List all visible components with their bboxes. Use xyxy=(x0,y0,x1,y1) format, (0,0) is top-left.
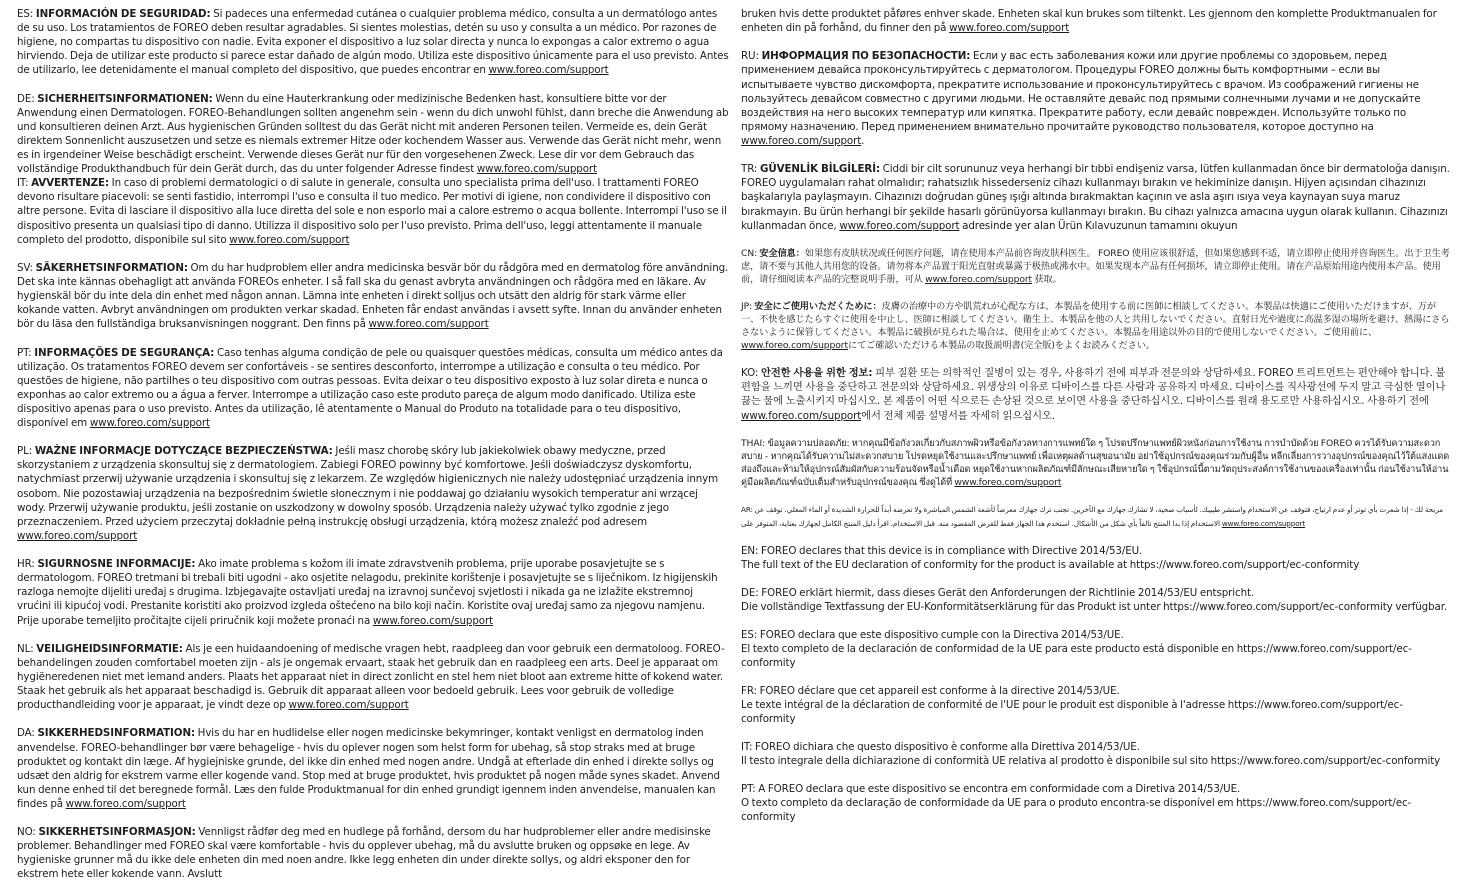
safety-section-pl: PL: WAŻNE INFORMACJE DOTYCZĄCE BEZPIECZEŃSTWA: Jeśli masz chorobę skóry lub jakiekolwiek obawy medyczne, przed skorzystaniem z urządzenia skonsultuj się z dermatologiem. Zabiegi FOREO powinny być komfortowe. Jeśli doświadczysz dyskomfortu, natychmiast przerwij używanie urządzenia i skonsultuj się z lekarzem. Ze względów higienicznych nie należy udostępniać urządzenia innym osobom. Nie pozostawiaj urządzenia na bezpośrednim świetle słonecznym i nie poddawaj go działaniu wysokich temperatur ani wrzącej wody. Przerwij używanie produktu, jeśli zostanie on uszkodzony w dowolny sposób. Urządzenia należy używać tylko zgodnie z jego przeznaczeniem. Przed użyciem przeczytaj dokładnie pełną instrukcję obsługi urządzenia, którą możesz znaleźć pod adresem www.foreo.com/support xyxy=(17,445,719,542)
safety-section-nl: NL: VEILIGHEIDSINFORMATIE: Als je een huidaandoening of medische vragen hebt, raadpleeg dan voor gebruik een dermatoloog. FOREO-behandelingen zouden comfortabel moeten zijn - als je ongemak ervaart, staak het gebruik dan en raadpleeg een arts. Deel je apparaat om hygiëneredenen niet met iemand anders. Plaats het apparaat niet in direct zonlicht en stel hem niet bloot aan extreme hitte of kokend water. Staak het gebruik als het apparaat beschadigd is. Gebruik dit apparaat alleen voor bedoeld gebruik. Lees voor gebruik de volledige producthandleiding voor je apparaat, je vindt deze op www.foreo.com/support xyxy=(17,642,725,712)
safety-section-ru: RU: ИНФОРМАЦИЯ ПО БЕЗОПАСНОСТИ: Если у вас есть заболевания кожи или другие проблемы со здоровьем, перед применением девайса проконсультируйтесь с дерматологом. Процедуры FOREO должны быть комфортными – если вы испытываете чувство дискомфорта, прекратите использование и проконсультируйтесь с врачом. Из соображений гигиены не пользуйтесь девайсом совместно с другими людьми. Не оставляйте девайс под прямыми солнечными лучами и не допускайте воздействия на него высоких температур или кипятка. Прекратите работу, если девайс поврежден. Используйте только по прямому назначению. Перед применением внимательно прочитайте руководство пользователя, которое доступно на www.foreo.com/support. xyxy=(741,50,1421,147)
support-link[interactable]: www.foreo.com/support xyxy=(1221,518,1306,528)
safety-section-da: DA: SIKKERHEDSINFORMATION: Hvis du har en hudlidelse eller nogen medicinske bekymringer, kontakt venligst en dermatolog inden anvendelse. FOREO-behandlinger bør være behagelige - hvis du oplever nogen som helst form for ubehag, så stop straks med at bruge produktet og kontakt din læge. Af hygiejniske grunde, del ikke din enhed med nogen andre. Undgå at efterlade din enhed i direkte sollys og udsæt den aldrig for ekstrem varme eller kogende vand. Stop med at bruge produktet, hvis produktet på nogen måde synes skadet. Anvend kun denne enhed til det beregnede formål. Læs den fulde Produktmanual for din enhed grundigt igennem inden anvendelse, manualen kan findes på www.foreo.com/support xyxy=(17,727,720,810)
safety-section-pt: PT: INFORMAÇÕES DE SEGURANÇA: Caso tenhas alguma condição de pele ou quaisquer questões médicas, consulta um médico antes da utilização. Os tratamentos FOREO devem ser confortáveis - se sentires desconforto, interrompe a utilização e consulta o teu médico. Por questões de higiene, não partilhes o teu dispositivo com outras pessoas. Evita deixar o teu dispositivo exposto à luz solar direta e nunca o exponhas ao calor extremo ou a água a ferver. Interrompe a utilização caso este produto pareça de algum modo danificado. Utiliza este dispositivo apenas para o uso previsto. Antes da utilização, lê atentamente o Manual do Produto na totalidade para o teu dispositivo, disponível em www.foreo.com/support xyxy=(17,346,723,429)
declaration-it: IT: FOREO dichiara che questo dispositivo è conforme alla Direttiva 2014/53/UE. Il testo integrale della dichiarazione di conformità UE relativa al prodotto è disponibile sul sito https://www.foreo.com/support/ec-conformity xyxy=(741,741,1441,768)
support-link[interactable]: www.foreo.com/support xyxy=(368,318,489,331)
declaration-pt: PT: A FOREO declara que este dispositivo se encontra em conformidade com a Diretiva 2014/53/UE. O texto completo da declaração de conformidade da UE para o produto encontra-se disponível em https://www.foreo.com/support/ec-conformity xyxy=(741,783,1412,824)
declaration-en: EN: FOREO declares that this device is in compliance with Directive 2014/53/EU. The full text of the EU declaration of conformity for the product is available at https://www.foreo.com/support/ec-conformity xyxy=(741,545,1360,572)
support-link[interactable]: www.foreo.com/support xyxy=(741,409,862,422)
safety-section-ar: AR: مربحة لك - إذا شعرت بأي توتر أو عدم ارتياح، فتوقف عن الاستخدام واستشر طبيبك. لأسباب صحية، لا تشارك جهازك مع الآخرين. تجنب ترك جهازك معرضاً لأشعة الشمس المباشرة ولا تعرضه أبداً للحرارة الشديدة أو الماء المغلي. توقف عن الاستخدام إذا بدا المنتج تالفاً بأي شكل من الأشكال. استخدم هذا الجهاز فقط للغرض المقصود منه. قبل الاستخدام، اقرأ دليل المنتج الكامل لجهازك بعناية، المتوفر على www.foreo.com/support xyxy=(741,505,1444,528)
safety-section-sv: SV: SÄKERHETSINFORMATION: Om du har hudproblem eller andra medicinska besvär bör du rådgöra med en dermatolog före användning. Det ska inte kännas obehagligt att använda FOREOs enheter. I så fall ska du genast avbryta användningen och rådgöra med en läkare. Av hygienskäl bör du inte dela din enhet med någon annan. Lämna inte enheten i direkt solljus och utsätt den aldrig för stark värme eller kokande vatten. Avbryt användningen om produkten verkar skadad. Enheten får endast användas i avsett syfte. Innan du använder enheten bör du läsa den fullständiga bruksanvisningen noggrant. Den finns på www.foreo.com/support xyxy=(17,261,729,331)
support-link[interactable]: www.foreo.com/support xyxy=(949,22,1070,35)
safety-section-no-continued: bruken hvis dette produktet påføres enhver skade. Enheten skal kun brukes som tiltenkt. Les gjennom den komplette Produktmanualen for enheten din på forhånd, du finner den på www.foreo.com/support xyxy=(741,8,1437,35)
safety-section-ko: KO: 안전한 사용을 위한 정보: 피부 질환 또는 의학적인 질병이 있는 경우, 사용하기 전에 피부과 전문의와 상담하세요. FOREO 트리트먼트는 편안해야 합니다. 불편함을 느끼면 사용을 중단하고 전문의와 상담하세요. 위생상의 이유로 디바이스를 다른 사람과 공유하지 마세요. 디바이스를 직사광선에 두지 말고 극심한 열이나 끓는 물에 노출시키지 마십시오. 본 제품이 어떤 식으로든 손상된 것으로 보이면 사용을 중단하십시오. 디바이스를 원래 용도로만 사용하십시오. 사용하기 전에 www.foreo.com/support에서 전체 제품 설명서를 자세히 읽으십시오. xyxy=(741,367,1446,422)
declaration-es: ES: FOREO declara que este dispositivo cumple con la Directiva 2014/53/UE. El texto completo de la declaración de conformidad de la UE para este producto está disponible en https://www.foreo.com/support/ec-conformity xyxy=(741,629,1412,670)
safety-section-es: ES: INFORMACIÓN DE SEGURIDAD: Si padeces una enfermedad cutánea o cualquier problema médico, consulta a un dermatólogo antes de su uso. Los tratamientos de FOREO deben resultar agradables. Si sientes molestias, detén su uso y consulta a un médico. Por razones de higiene, no compartas tu dispositivo con nadie. Evita exponer el dispositivo a luz solar directa y nunca lo expongas a calor extremo o agua hirviendo. Deja de utilizar este producto si parece estar dañado de algún modo. Utiliza este dispositivo únicamente para el uso previsto. Antes de utilizarlo, lee detenidamente el manual completo del dispositivo, que puedes encontrar en www.foreo.com/support xyxy=(17,8,729,77)
support-link[interactable]: www.foreo.com/support xyxy=(288,699,409,712)
declaration-fr: FR: FOREO déclare que cet appareil est conforme à la directive 2014/53/UE. Le texte intégral de la déclaration de conformité de l'UE pour le produit est disponible à l'adresse https://www.foreo.com/support/ec-conformity xyxy=(741,685,1403,726)
safety-section-de: DE: SICHERHEITSINFORMATIONEN: Wenn du eine Hauterkrankung oder medizinische Bedenken hast, konsultiere bitte vor der Anwendung einen Dermatologen. FOREO-Behandlungen sollten angenehm sein - wenn du dich unwohl fühlst, dann breche die Anwendung ab und konsultieren deinen Arzt. Aus hygienischen Gründen solltest du das Gerät nicht mit anderen Personen teilen. Vermeide es, dein Gerät direktem Sonnenlicht auszusetzen und setze es niemals extremer Hitze oder kochendem Wasser aus. Verwende das Gerät nicht mehr, wenn es in irgendeiner Weise beschädigt erscheint. Verwende dieses Gerät nur für den vorgesehenen Zweck. Lese dir vor dem Gebrauch das vollständige Produkthandbuch für dein Gerät durch, das du unter folgender Adresse findest www.foreo.com/support xyxy=(17,92,729,176)
safety-section-no: NO: SIKKERHETSINFORMASJON: Vennligst rådfør deg med en hudlege på forhånd, dersom du har hudproblemer eller andre medisinske problemer. Behandlinger med FOREO skal være komfortable - hvis du opplever ubehag, må du avslutte bruken og oppsøke en lege. Av hygieniske grunner må du ikke dele enheten din med noen andre. Ikke legg enheten din under direkte sollys, og aldri eksponer den for ekstrem hete eller kokende vann. Avslutt xyxy=(17,826,711,881)
support-link[interactable]: www.foreo.com/support xyxy=(839,219,960,232)
support-link[interactable]: www.foreo.com/support xyxy=(372,614,494,627)
safety-section-tr: TR: GÜVENLİK BİLGİLERİ: Ciddi bir cilt sorununuz veya herhangi bir tıbbi endişeniz varsa, lütfen kullanmadan önce bir dermatoloğa danışın. FOREO uygulamaları rahat olmalıdır; rahatsızlık hissederseniz cihazı kullanmayı bırakın ve hekiminize danışın. Hijyen açısından cihazınızı başkalarıyla paylaşmayın. Cihazınızı doğrudan güneş ışığı altında bırakmaktan kaçının ve asla aşırı ısıya veya kaynayan suya maruz bırakmayın. Bu ürün herhangi bir şekilde hasarlı görünüyorsa kullanmayı bırakın. Bu cihazı yalnızca amacına uygun olarak kullanın. Cihazınızı kullanmadan önce, www.foreo.com/support adresinde yer alan Ürün Kılavuzunun tamamını okuyun xyxy=(741,163,1450,232)
support-link[interactable]: www.foreo.com/support xyxy=(741,134,862,147)
support-link[interactable]: www.foreo.com/support xyxy=(65,797,186,810)
support-link[interactable]: www.foreo.com/support xyxy=(17,529,138,542)
support-link[interactable]: www.foreo.com/support xyxy=(229,233,350,246)
safety-section-thai: THAI: ข้อมูลความปลอดภัย: หากคุณมีข้อกังวลเกี่ยวกับสภาพผิวหรือข้อกังวลทางการแพทย์ใด ๆ โปรดปรึกษาแพทย์ผิวหนังก่อนการใช้งาน การบำบัดด้วย FOREO ควรได้รับความสะดวกสบาย - หากคุณได้รับความไม่สะดวกสบาย โปรดหยุดใช้งานและปรึกษาแพทย์ เพื่อเหตุผลด้านสุขอนามัย อย่าใช้อุปกรณ์ของคุณร่วมกับผู้อื่น หลีกเลี่ยงการวางอุปกรณ์ของคุณไว้ใต้แสงแดดส่องถึงและห้ามให้อุปกรณ์สัมผัสกับความร้อนจัดหรือน้ำเดือด หยุดใช้งานหากผลิตภัณฑ์มีลักษณะเสียหายใด ๆ ใช้อุปกรณ์นี้ตามวัตถุประสงค์การใช้งานของเครื่องเท่านั้น ก่อนใช้งานให้อ่านคู่มือผลิตภัณฑ์ฉบับเต็มสำหรับอุปกรณ์ของคุณ ซึ่งดูได้ที่ www.foreo.com/support xyxy=(741,437,1450,488)
support-link[interactable]: www.foreo.com/support xyxy=(89,417,210,429)
left-column xyxy=(17,7,729,896)
safety-section-cn: CN: 安全信息：如果您有皮肤状况或任何医疗问题，请在使用本产品前咨询皮肤科医生。 FOREO 使用应该很舒适，但如果您感到不适，请立即停止使用并咨询医生。出于卫生考虑，请不要与其他人共用您的设备。请勿将本产品置于阳光直射或暴露于极热或沸水中。如果发现本产品有任何损坏，请立即停止使用。请在产品原始用途内使用本产品。使用前，请仔细阅读本产品的完整说明手册，可从 www.foreo.com/support 获取。 xyxy=(741,247,1450,285)
support-link[interactable]: www.foreo.com/support xyxy=(954,476,1062,488)
right-column xyxy=(741,7,1453,838)
support-link[interactable]: www.foreo.com/support xyxy=(741,340,848,352)
declaration-de: DE: FOREO erklärt hiermit, dass dieses Gerät den Anforderungen der Richtlinie 2014/53/EU entspricht. Die vollständige Textfassung der EU-Konformitätserklärung für das Produkt ist unter https://www.foreo.com/support/ec-conformity verfügbar. xyxy=(741,587,1448,614)
support-link[interactable]: www.foreo.com/support xyxy=(925,273,1033,285)
support-link[interactable]: www.foreo.com/support xyxy=(488,64,609,77)
safety-section-jp: JP: 安全にご使用いただくために：皮膚の治療中の方や肌荒れが心配な方は、本製品を使用する前に医師に相談してください。本製品は快適にご使用いただけますが、万が一、不快を感じたらすぐに使用を中止し、医師に相談してください。衛生上、本製品を他の人と共用しないでください。直射日光や過度に高温多湿の場所を避け、熱湯にさらさないように保管してください。本製品に破損が見られた場合は、使用を止めてください。本製品を用途以外の目的で使用しないでください。ご使用前に、www.foreo.com/supportにてご確認いただける本製品の取扱説明書(完全版)をよくお読みください。 xyxy=(741,301,1450,352)
safety-section-hr: HR: SIGURNOSNE INFORMACIJE: Ako imate problema s kožom ili imate zdravstvenih problema, prije uporabe posavjetujte se s dermatologom. FOREO tretmani bi trebali biti ugodni - ako osjetite nelagodu, prekinite korištenje i posavjetujte se s liječnikom. Iz higijenskih razloga nemojte dijeliti uređaj s drugima. Izbjegavajte ostavljati uređaj na izravnoj sunčevoj svjetlosti i nikada ga ne izlažite ekstremnoj vrućini ili kipućoj vodi. Prestanite koristiti ako proizvod izgleda oštećeno na bilo koji način. Koristite ovaj uređaj samo za njegovu namjenu. Prije uporabe temeljito pročitajte cijeli priručnik koji možete pronaći na www.foreo.com/support xyxy=(17,558,718,627)
safety-section-it: IT: AVVERTENZE: In caso di problemi dermatologici o di salute in generale, consulta uno specialista prima dell'uso. I trattamenti FOREO devono risultare piacevoli: se senti fastidio, interrompi l'uso e consulta il tuo medico. Per motivi di igiene, non condividere il dispositivo con altre persone. Evita di lasciare il dispositivo alla luce diretta del sole e non esporlo mai a calore estremo o acqua bollente. Interrompi l'uso se il dispositivo presenta un qualsiasi tipo di danno. Utilizza il dispositivo solo per l'uso previsto. Prima dell'uso, leggi attentamente il manuale completo del prodotto, disponibile sul sito www.foreo.com/support xyxy=(17,177,727,246)
support-link[interactable]: www.foreo.com/support xyxy=(476,163,597,176)
